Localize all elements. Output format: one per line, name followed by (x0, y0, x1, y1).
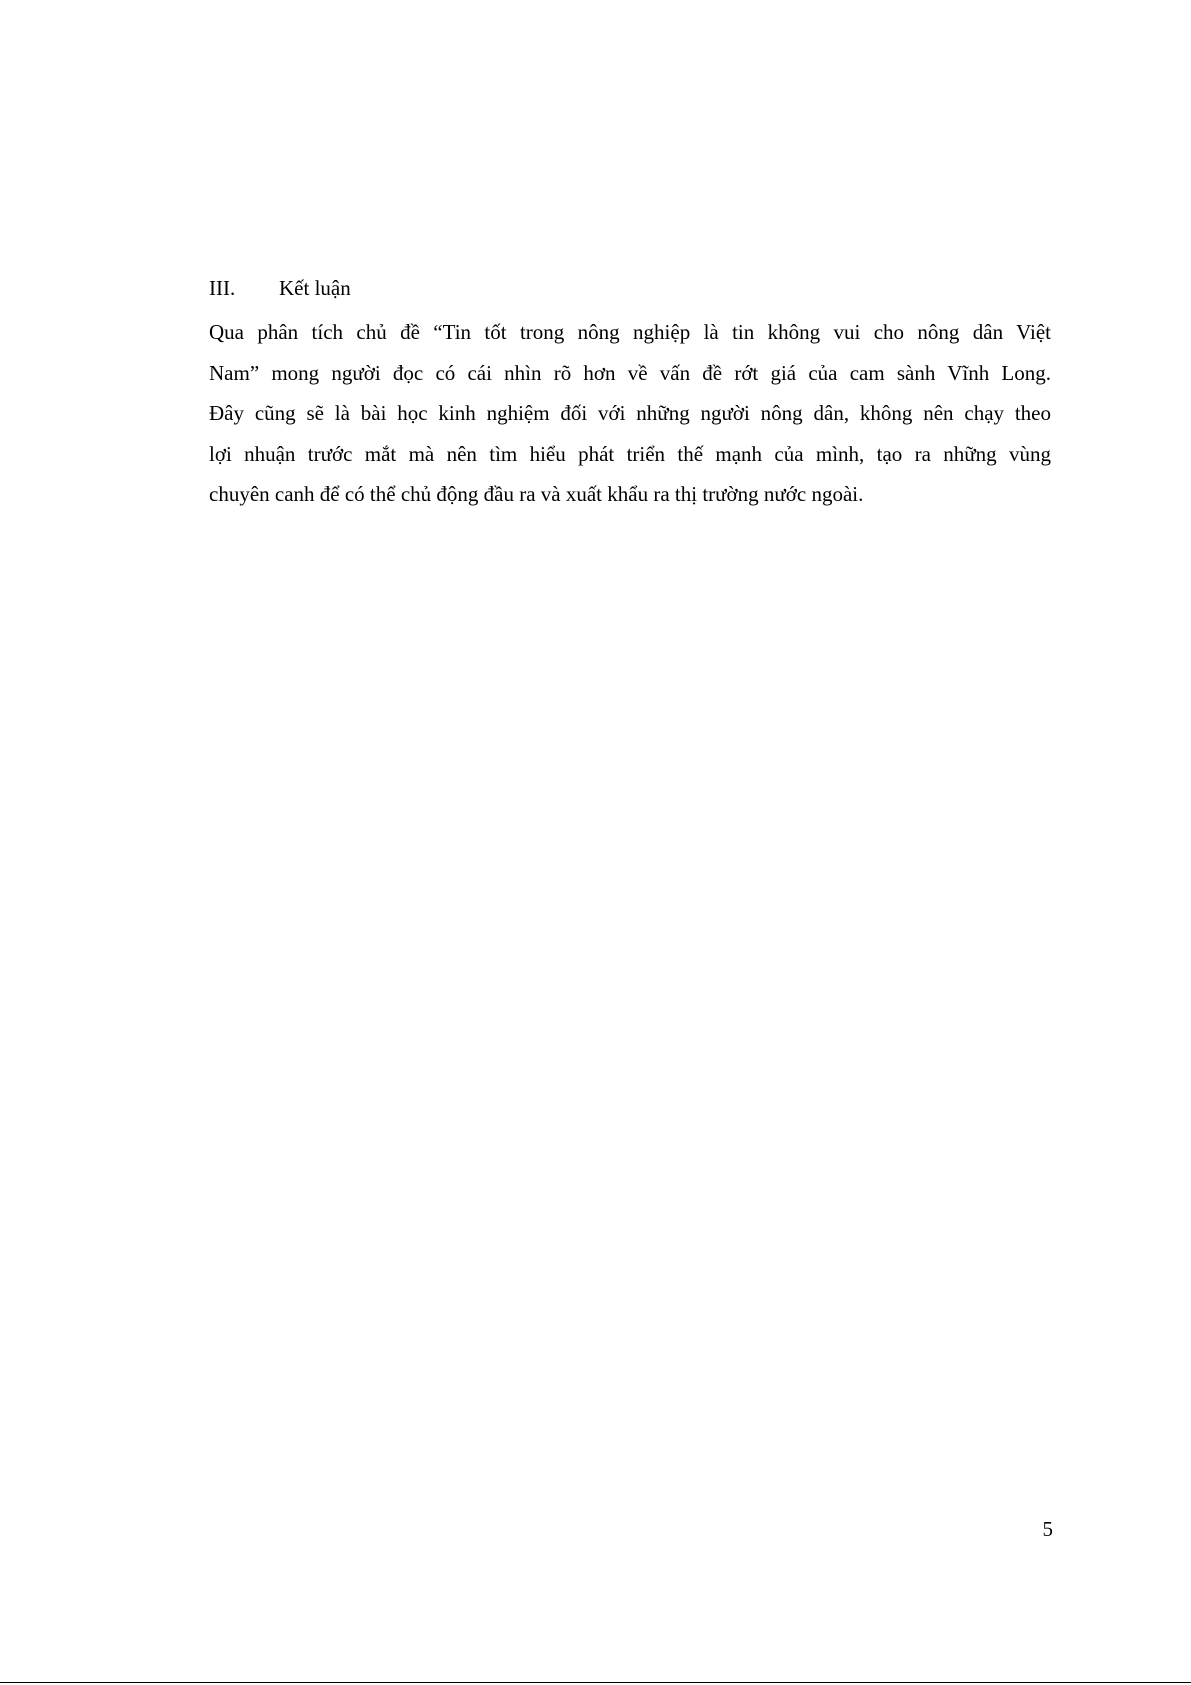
paragraph-line: Nam” mong người đọc có cái nhìn rõ hơn về vấn đề rớt giá của cam sành Vĩnh Long. (209, 360, 1051, 385)
section-number: III. (209, 276, 236, 300)
paragraph-line: Qua phân tích chủ đề “Tin tốt trong nông nghiệp là tin không vui cho nông dân Việt (209, 320, 1051, 344)
section-heading (209, 274, 351, 302)
conclusion-paragraph (209, 312, 1051, 515)
paragraph-line: chuyên canh để có thể chủ động đầu ra và xuất khẩu ra thị trường nước ngoài. (209, 482, 864, 506)
paragraph-line: lợi nhuận trước mắt mà nên tìm hiểu phát triển thế mạnh của mình, tạo ra những vùng (209, 441, 1051, 466)
page-number: 5 (1042, 1517, 1053, 1541)
bottom-divider (0, 1682, 1191, 1683)
paragraph-line: Đây cũng sẽ là bài học kinh nghiệm đối với những người nông dân, không nên chạy theo (209, 401, 1051, 425)
section-title: Kết luận (279, 276, 351, 300)
